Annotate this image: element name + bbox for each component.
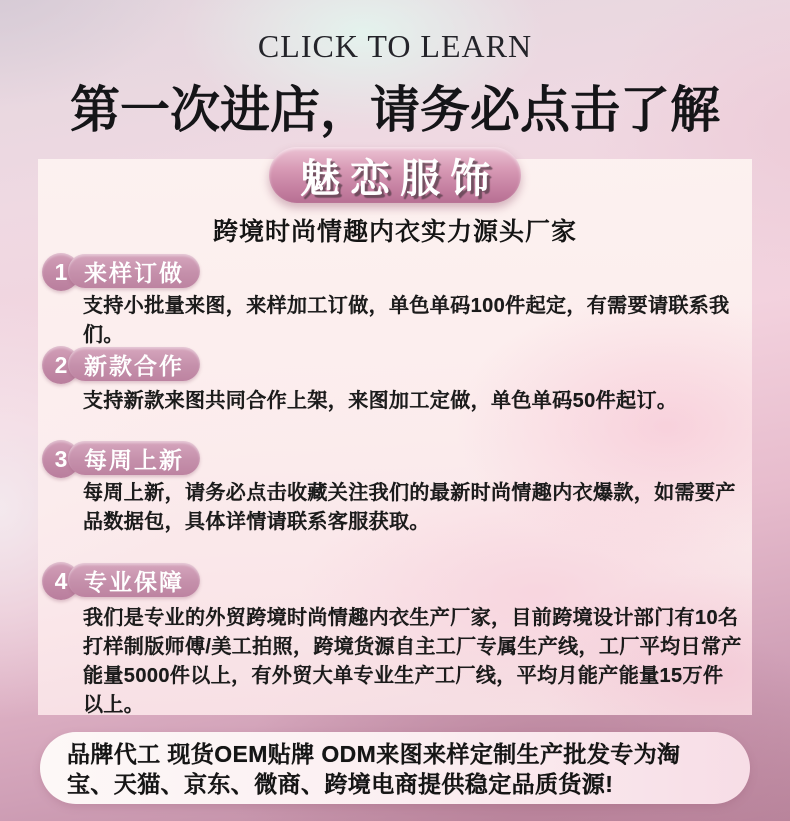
section-1-body: 支持小批量来图，来样加工订做，单色单码100件起定，有需要请联系我们。 — [83, 295, 730, 346]
section-4-pill — [42, 562, 200, 602]
brand-button[interactable] — [269, 147, 521, 203]
section-1-pill — [42, 253, 200, 293]
section-3-body: 每周上新，请务必点击收藏关注我们的最新时尚情趣内衣爆款，如需要产品数据包，具体详情请联系客服获取。 — [83, 482, 736, 533]
section-3-pill — [42, 440, 200, 480]
brand-tagline: 跨境时尚情趣内衣实力源头厂家 — [212, 218, 577, 246]
section-4-number-badge: 4 — [42, 562, 80, 600]
brand-name: 魅恋服饰 — [300, 156, 500, 201]
section-2-pill — [42, 346, 200, 386]
footer-text: 品牌代工 现货OEM贴牌 ODM来图来样定制生产批发专为淘宝、天猫、京东、微商、跨境电商提供稳定品质货源! — [67, 741, 681, 797]
eyebrow-text: CLICK TO LEARN — [257, 28, 533, 64]
section-3-number-badge: 3 — [42, 440, 80, 478]
section-4-body: 我们是专业的外贸跨境时尚情趣内衣生产厂家，目前跨境设计部门有10名打样制版师傅/美工拍照，跨境货源自主工厂专属生产线，工厂平均日常产能量5000件以上，有外贸大单专业生产工厂线，平均月能产能量15万件以上。 — [83, 607, 742, 716]
section-1-title: 来样订做 — [68, 254, 200, 288]
section-2-number-badge: 2 — [42, 346, 80, 384]
page-title: 第一次进店，请务必点击了解 — [70, 82, 720, 138]
section-1-number-badge: 1 — [42, 253, 80, 291]
section-3-title: 每周上新 — [68, 441, 200, 475]
footer-banner — [40, 732, 750, 804]
section-4-title: 专业保障 — [68, 563, 200, 597]
section-2-title: 新款合作 — [68, 347, 200, 381]
section-2-body: 支持新款来图共同合作上架，来图加工定做，单色单码50件起订。 — [83, 390, 678, 412]
content-card — [38, 156, 752, 716]
